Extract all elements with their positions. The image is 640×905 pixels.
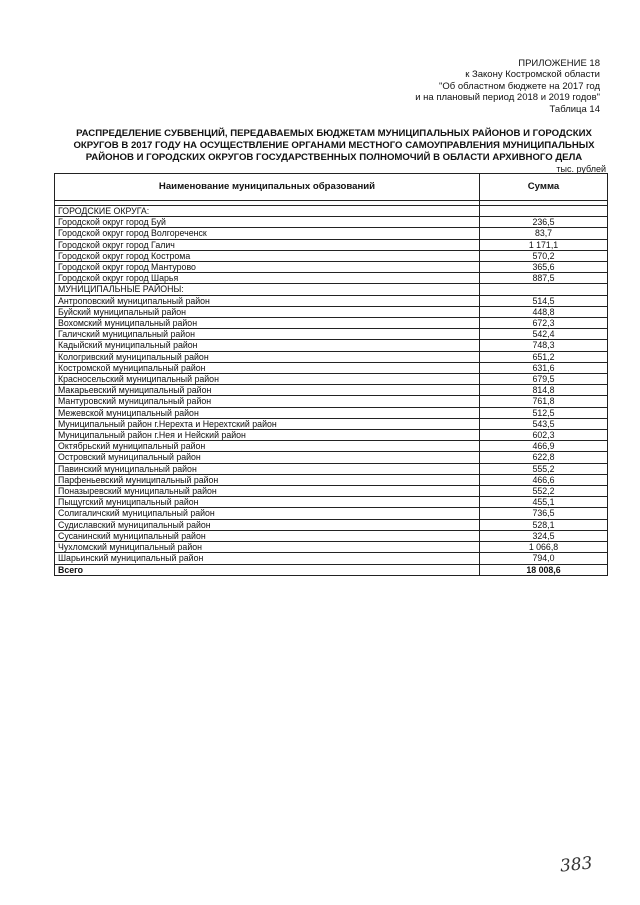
table-row [55,351,608,362]
table-row [55,553,608,564]
row-sum: 651,2 [480,351,608,362]
row-name: Городской округ город Мантурово [55,262,480,273]
appendix-table-number: Таблица 14 [549,103,600,115]
row-name: Муниципальный район г.Нея и Нейский район [55,430,480,441]
total-row [55,564,608,575]
table-row [55,374,608,385]
appendix-header [415,58,600,115]
row-sum: 794,0 [480,553,608,564]
row-sum: 552,2 [480,486,608,497]
row-sum: 324,5 [480,530,608,541]
row-sum: 555,2 [480,463,608,474]
row-name: Галичский муниципальный район [55,329,480,340]
table-row [55,250,608,261]
unit-label: тыс. рублей [556,164,606,174]
row-name: Мантуровский муниципальный район [55,396,480,407]
row-sum: 543,5 [480,418,608,429]
row-sum: 542,4 [480,329,608,340]
table-row [55,396,608,407]
table-row [55,262,608,273]
row-name: Вохомский муниципальный район [55,318,480,329]
table-row [55,418,608,429]
table-row [55,452,608,463]
row-sum: 455,1 [480,497,608,508]
row-sum: 83,7 [480,228,608,239]
table-row [55,430,608,441]
table-row [55,362,608,373]
table-row [55,228,608,239]
row-name: Макарьевский муниципальный район [55,385,480,396]
table-row [55,441,608,452]
row-sum: 1 171,1 [480,239,608,250]
row-sum: 466,9 [480,441,608,452]
section-label: МУНИЦИПАЛЬНЫЕ РАЙОНЫ: [55,284,480,295]
table-header-row [55,174,608,201]
table-row [55,217,608,228]
row-name: Судиславский муниципальный район [55,519,480,530]
row-sum: 887,5 [480,273,608,284]
row-sum: 514,5 [480,295,608,306]
title-line-2: ОКРУГОВ В 2017 ГОДУ НА ОСУЩЕСТВЛЕНИЕ ОРГАНАМИ МЕСТНОГО САМОУПРАВЛЕНИЯ МУНИЦИПАЛЬНЫХ [73,140,595,152]
row-sum: 736,5 [480,508,608,519]
table-row [55,273,608,284]
table-row [55,385,608,396]
appendix-law: к Закону Костромской области [465,69,600,81]
title-line-3: РАЙОНОВ И ГОРОДСКИХ ОКРУГОВ ГОСУДАРСТВЕННЫХ ПОЛНОМОЧИЙ В ОБЛАСТИ АРХИВНОГО ДЕЛА [85,152,583,164]
row-sum: 466,6 [480,474,608,485]
row-name: Павинский муниципальный район [55,463,480,474]
table-row [55,486,608,497]
total-sum: 18 008,6 [480,564,608,575]
table-row [55,329,608,340]
table-row [55,474,608,485]
title-line-1: РАСПРЕДЕЛЕНИЕ СУБВЕНЦИЙ, ПЕРЕДАВАЕМЫХ БЮДЖЕТАМ МУНИЦИПАЛЬНЫХ РАЙОНОВ И ГОРОДСКИХ [76,128,592,139]
row-name: Кологривский муниципальный район [55,351,480,362]
row-sum: 512,5 [480,407,608,418]
column-header-name: Наименование муниципальных образований [55,174,480,201]
table-row [55,407,608,418]
row-name: Городской округ город Шарья [55,273,480,284]
table-row [55,542,608,553]
row-sum: 448,8 [480,306,608,317]
section-row-districts [55,284,608,295]
row-sum: 679,5 [480,374,608,385]
table-row [55,497,608,508]
row-name: Октябрьский муниципальный район [55,441,480,452]
row-name: Костромской муниципальный район [55,362,480,373]
row-sum: 570,2 [480,250,608,261]
appendix-period: и на плановый период 2018 и 2019 годов" [415,92,600,104]
row-name: Городской округ город Кострома [55,250,480,261]
row-name: Парфеньевский муниципальный район [55,474,480,485]
total-label: Всего [55,564,480,575]
document-title [60,128,608,165]
table-row [55,463,608,474]
row-sum: 236,5 [480,217,608,228]
row-sum: 631,6 [480,362,608,373]
table-row [55,318,608,329]
row-name: Муниципальный район г.Нерехта и Нерехтский район [55,418,480,429]
row-name: Межевской муниципальный район [55,407,480,418]
row-name: Красносельский муниципальный район [55,374,480,385]
row-name: Островский муниципальный район [55,452,480,463]
row-sum: 814,8 [480,385,608,396]
section-label: ГОРОДСКИЕ ОКРУГА: [55,206,480,217]
row-sum: 1 066,8 [480,542,608,553]
appendix-budget: "Об областном бюджете на 2017 год [439,80,600,92]
distribution-table [54,173,608,576]
row-name: Кадыйский муниципальный район [55,340,480,351]
row-sum: 602,3 [480,430,608,441]
handwritten-page-number: 383 [559,853,594,877]
row-name: Солигаличский муниципальный район [55,508,480,519]
row-name: Поназыревский муниципальный район [55,486,480,497]
table-row [55,306,608,317]
row-sum: 748,3 [480,340,608,351]
row-name: Городской округ город Волгореченск [55,228,480,239]
row-name: Городской округ город Буй [55,217,480,228]
row-name: Чухломский муниципальный район [55,542,480,553]
row-name: Городской округ город Галич [55,239,480,250]
row-sum: 622,8 [480,452,608,463]
row-sum: 672,3 [480,318,608,329]
table-row [55,508,608,519]
table-row [55,340,608,351]
row-sum: 528,1 [480,519,608,530]
table-row [55,530,608,541]
table-row [55,519,608,530]
row-name: Антроповский муниципальный район [55,295,480,306]
row-sum: 365,6 [480,262,608,273]
section-row-cities [55,206,608,217]
table-row [55,239,608,250]
row-sum: 761,8 [480,396,608,407]
row-name: Сусанинский муниципальный район [55,530,480,541]
table-row [55,295,608,306]
column-header-sum: Сумма [480,174,608,201]
row-name: Пыщугский муниципальный район [55,497,480,508]
appendix-number: ПРИЛОЖЕНИЕ 18 [518,58,600,69]
row-name: Буйский муниципальный район [55,306,480,317]
row-name: Шарьинский муниципальный район [55,553,480,564]
